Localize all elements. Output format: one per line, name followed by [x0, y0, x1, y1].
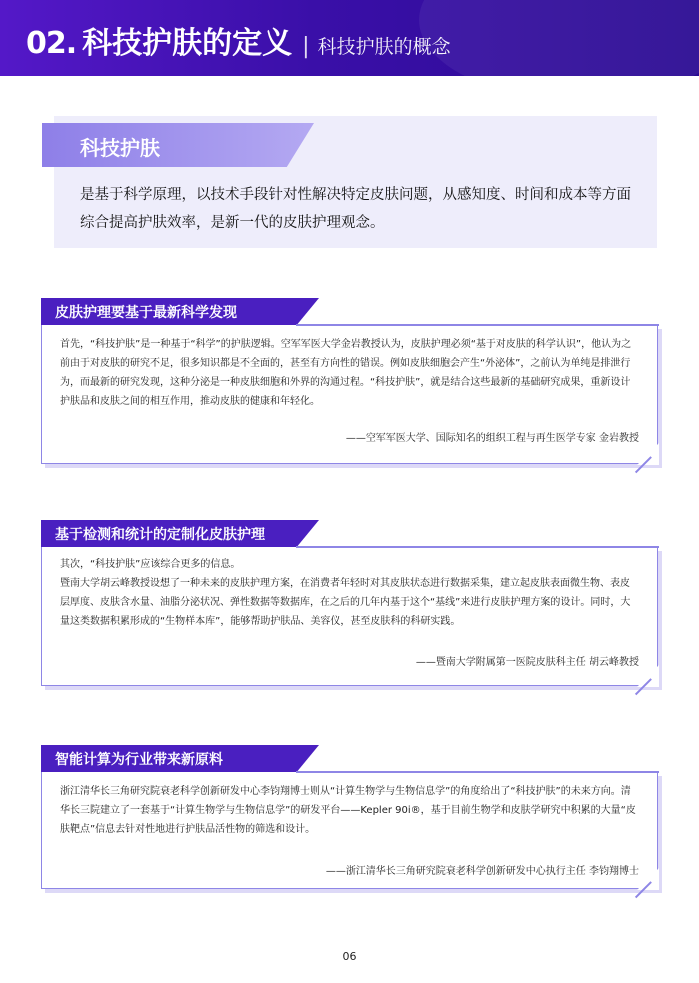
quote-paragraph: 暨南大学胡云峰教授设想了一种未来的皮肤护理方案，在消费者年轻时对其皮肤状态进行数据采集，建立起皮肤表面微生物、表皮层厚度、皮肤含水量、油脂分泌状况、弹性数据等数据库，在之后的几年内基于这个“基线”来进行皮肤护理方案的设计。同时，大量这类数据积累形成的“生物样本库”，能够帮助护肤品、美容仪，甚至皮肤科的科研实践。	[60, 578, 631, 627]
quote-body	[42, 772, 657, 839]
page-subtitle: 科技护肤的概念	[317, 36, 451, 58]
corner-cut	[637, 443, 659, 465]
chapter-number: 02.	[26, 26, 77, 61]
quote-body	[42, 547, 657, 631]
quote-section-3	[41, 745, 658, 895]
page-header	[0, 0, 699, 76]
quote-box	[41, 772, 658, 889]
quote-box	[41, 325, 658, 464]
corner-cut	[637, 665, 659, 687]
title-separator: |	[302, 34, 310, 59]
quote-paragraph: 浙江清华长三角研究院衰老科学创新研发中心李钧翔博士则从“计算生物学与生物信息学”的角度给出了“科技护肤”的未来方向。清华长三院建立了一套基于“计算生物学与生物信息学”的研发平台——Kepler 90i®，基于目前生物学和皮肤学研究中积累的大量“皮肤靶点”信息去针对性地进行护肤品活性物的筛选和设计。	[60, 786, 636, 835]
quote-box	[41, 547, 658, 686]
header-title-row	[26, 18, 451, 62]
page-title: 科技护肤的定义	[82, 26, 293, 61]
quote-attribution: ——浙江清华长三角研究院衰老科学创新研发中心执行主任 李钧翔博士	[325, 866, 639, 877]
definition-text: 是基于科学原理，以技术手段针对性解决特定皮肤问题，从感知度、时间和成本等方面综合提高护肤效率，是新一代的皮肤护理观念。	[80, 187, 631, 231]
corner-cut	[637, 868, 659, 890]
quote-paragraph: 其次，“科技护肤”应该综合更多的信息。	[60, 559, 241, 570]
section-heading: 智能计算为行业带来新原料	[55, 752, 223, 768]
quote-section-2	[41, 520, 658, 690]
section-heading: 皮肤护理要基于最新科学发现	[55, 305, 237, 321]
quote-attribution: ——暨南大学附属第一医院皮肤科主任 胡云峰教授	[415, 657, 639, 668]
definition-label: 科技护肤	[80, 136, 160, 160]
section-heading: 基于检测和统计的定制化皮肤护理	[55, 527, 265, 543]
quote-section-1	[41, 298, 658, 468]
quote-paragraph: 首先，“科技护肤”是一种基于“科学”的护肤逻辑。空军军医大学金岩教授认为，皮肤护理必须“基于对皮肤的科学认识”，他认为之前由于对皮肤的研究不足，很多知识都是不全面的，甚至有方向性的错误。例如皮肤细胞会产生“外泌体”，之前认为单纯是排泄行为，而最新的研究发现，这种分泌是一种皮肤细胞和外界的沟通过程。“科技护肤”，就是结合这些最新的基础研究成果，重新设计护肤品和皮肤之间的相互作用，推动皮肤的健康和年轻化。	[60, 339, 632, 407]
page-number: 06	[342, 950, 357, 963]
quote-attribution: ——空军军医大学、国际知名的组织工程与再生医学专家 金岩教授	[345, 433, 639, 444]
quote-body	[42, 325, 657, 411]
header-decoration	[419, 0, 699, 76]
